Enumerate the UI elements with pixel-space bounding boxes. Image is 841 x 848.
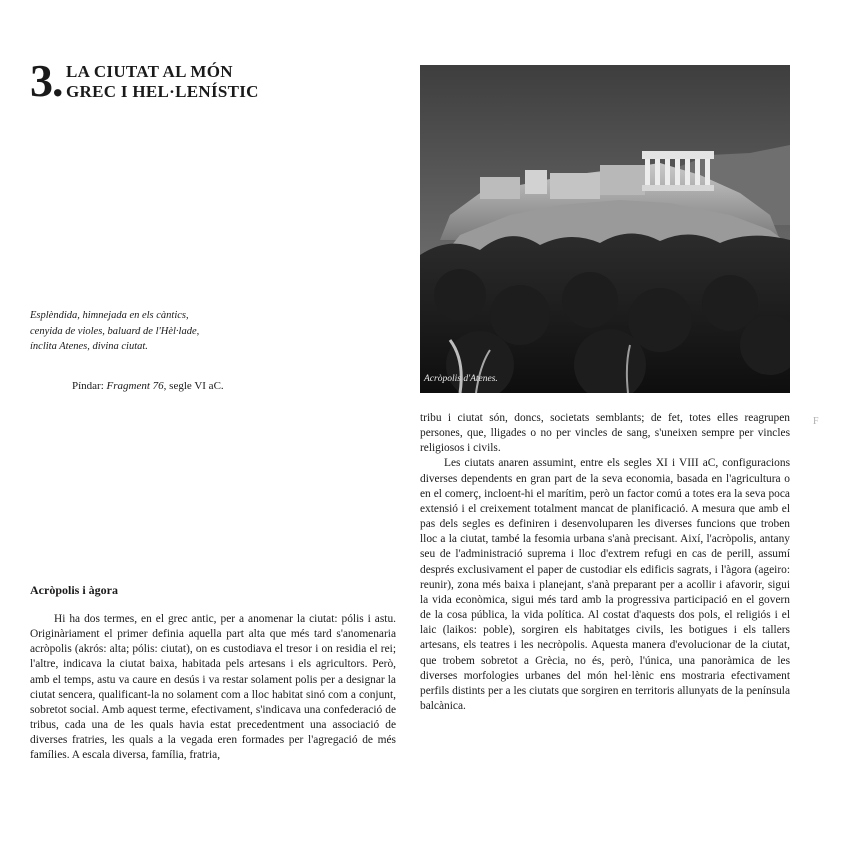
acropolis-photo — [420, 65, 790, 393]
margin-mark: F — [813, 416, 819, 427]
epigraph-date: , segle VI aC. — [163, 380, 224, 392]
body-paragraph: Hi ha dos termes, en el grec antic, per a anomenar la ciutat: pólis i astu. Originàriament el primer definia aquella part alta que més tard s'anomenaria acròpolis (akrós: alta; pólis: ciutat), on es custodiava el tresor i on residia el rei; l'altre, indicava la ciutat baixa, habitada pels artesans i els agricultors. Però, amb el temps, astu va caure en desús i va restar solament polis per a designar la ciutat sencera, qualificant-la no solament com a lloc habitat sinó com a conjunt, sobretot social. Amb aquest terme, efectivament, s'indicava una confederació de tribus, cada una de les quals havia estat precedentment una associació de diverses fratries, les quals a la vegada eren formades per l'agregació de més famílies. A escala diversa, família, fratria, — [30, 613, 396, 762]
left-column — [30, 612, 396, 764]
chapter-title — [66, 62, 366, 102]
right-column — [420, 411, 790, 714]
chapter-title-line-1: LA CIUTAT AL MÓN — [66, 62, 233, 81]
epigraph-line: ínclita Atenes, divina ciutat. — [30, 341, 148, 352]
epigraph-source — [72, 379, 332, 393]
section-heading: Acròpolis i àgora — [30, 583, 118, 597]
acropolis-photo-illustration — [420, 65, 790, 393]
epigraph-author: Píndar: — [72, 380, 107, 392]
epigraph — [30, 308, 330, 355]
epigraph-line: Esplèndida, himnejada en els càntics, — [30, 310, 189, 321]
body-paragraph: Les ciutats anaren assumint, entre els segles XI i VIII aC, configuracions diverses dependents en gran part de la seva economia, basada en l'agricultura o en el comerç, incloent-hi el marítim, però un factor comú a totes era la seva poca extensió i el creixement totalment mancat de planificació. A mesura que amb el pas dels segles es definiren i desenvoluparen les diverses funcions que troben lloc a la ciutat, també la fesomia urbana s'anà precisant. Així, l'acròpolis, antany seu de l'administració suprema i lloc d'extrem refugi en cas de perill, assumí després exclusivament el paper de custodiar els edificis sagrats, i l'àgora (ageiro: reunir), zona més baixa i planejant, s'anà preparant per a acollir i afavorir, sigui la vida econòmica, sigui més tard amb la progressiva participació en el govern de la cosa pública, la vida política. Al costat d'aquests dos pols, el religiós i el laic (laikos: poble), sorgiren els habitatges civils, les botigues i els tallers artesans, els teatres i les necròpolis. Aquesta manera d'evolucionar de la ciutat, que trobem sobretot a Grècia, no és, però, l'única, una panoràmica de les diverses morfologies urbanes del món hel·lènic ens mostraria efectivament perfils distints per a les ciutats que sorgiren en territoris allunyats de la península balcànica. — [420, 457, 790, 712]
chapter-title-line-2: GREC I HEL·LENÍSTIC — [66, 82, 259, 101]
epigraph-work: Fragment 76 — [106, 380, 164, 392]
epigraph-line: cenyida de violes, baluard de l'Hèl·lade, — [30, 325, 200, 337]
photo-caption: Acròpolis d'Atenes. — [424, 374, 498, 384]
chapter-number: 3. — [30, 55, 63, 106]
body-paragraph: tribu i ciutat són, doncs, societats semblants; de fet, totes elles reagrupen persones, que, lligades o no per vincles de sang, s'uneixen sempre per vincles religiosos i civils. — [420, 412, 790, 455]
